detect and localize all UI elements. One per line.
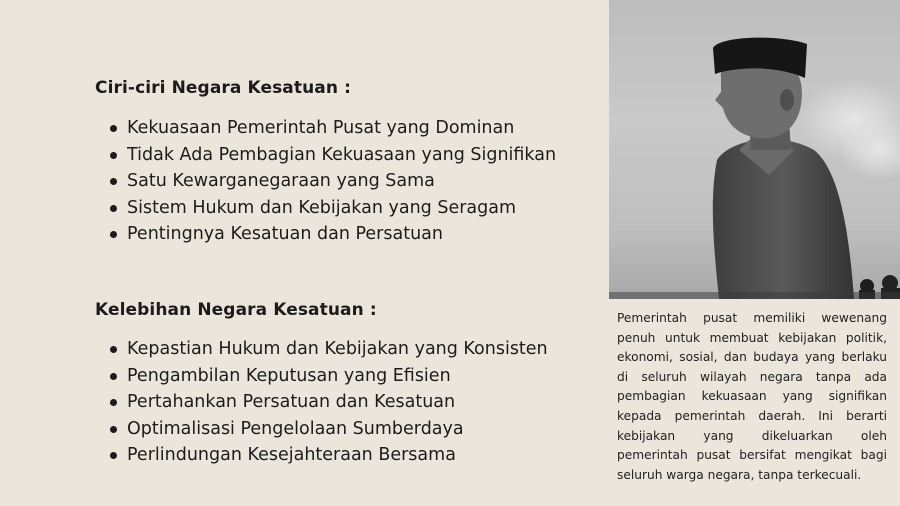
advantages-list [108, 336, 548, 469]
list-item: Tidak Ada Pembagian Kekuasaan yang Signifikan [108, 142, 556, 169]
list-item: Pengambilan Keputusan yang Efisien [108, 363, 548, 390]
portrait-illustration [609, 0, 900, 299]
advantages-heading: Kelebihan Negara Kesatuan : [95, 300, 377, 320]
photo-caption: Pemerintah pusat memiliki wewenang penuh untuk membuat kebijakan politik, ekonomi, sosial, dan budaya yang berlaku di seluruh wilayah negara tanpa ada pembagian kekuasaan yang signifikan kepada pemerintah daerah. Ini berarti kebijakan yang dikeluarkan oleh pemerintah pusat bersifat mengikat bagi seluruh warga negara, tanpa terkecuali. [617, 311, 887, 482]
list-item: Kekuasaan Pemerintah Pusat yang Dominan [108, 115, 556, 142]
list-item: Pertahankan Persatuan dan Kesatuan [108, 389, 548, 416]
list-item: Sistem Hukum dan Kebijakan yang Seragam [108, 195, 556, 222]
portrait-photo [609, 0, 900, 299]
list-item: Optimalisasi Pengelolaan Sumberdaya [108, 416, 548, 443]
list-item: Satu Kewarganegaraan yang Sama [108, 168, 556, 195]
features-heading: Ciri-ciri Negara Kesatuan : [95, 78, 351, 98]
list-item: Perlindungan Kesejahteraan Bersama [108, 442, 548, 469]
list-item: Pentingnya Kesatuan dan Persatuan [108, 221, 556, 248]
features-list [108, 115, 556, 248]
list-item: Kepastian Hukum dan Kebijakan yang Konsisten [108, 336, 548, 363]
